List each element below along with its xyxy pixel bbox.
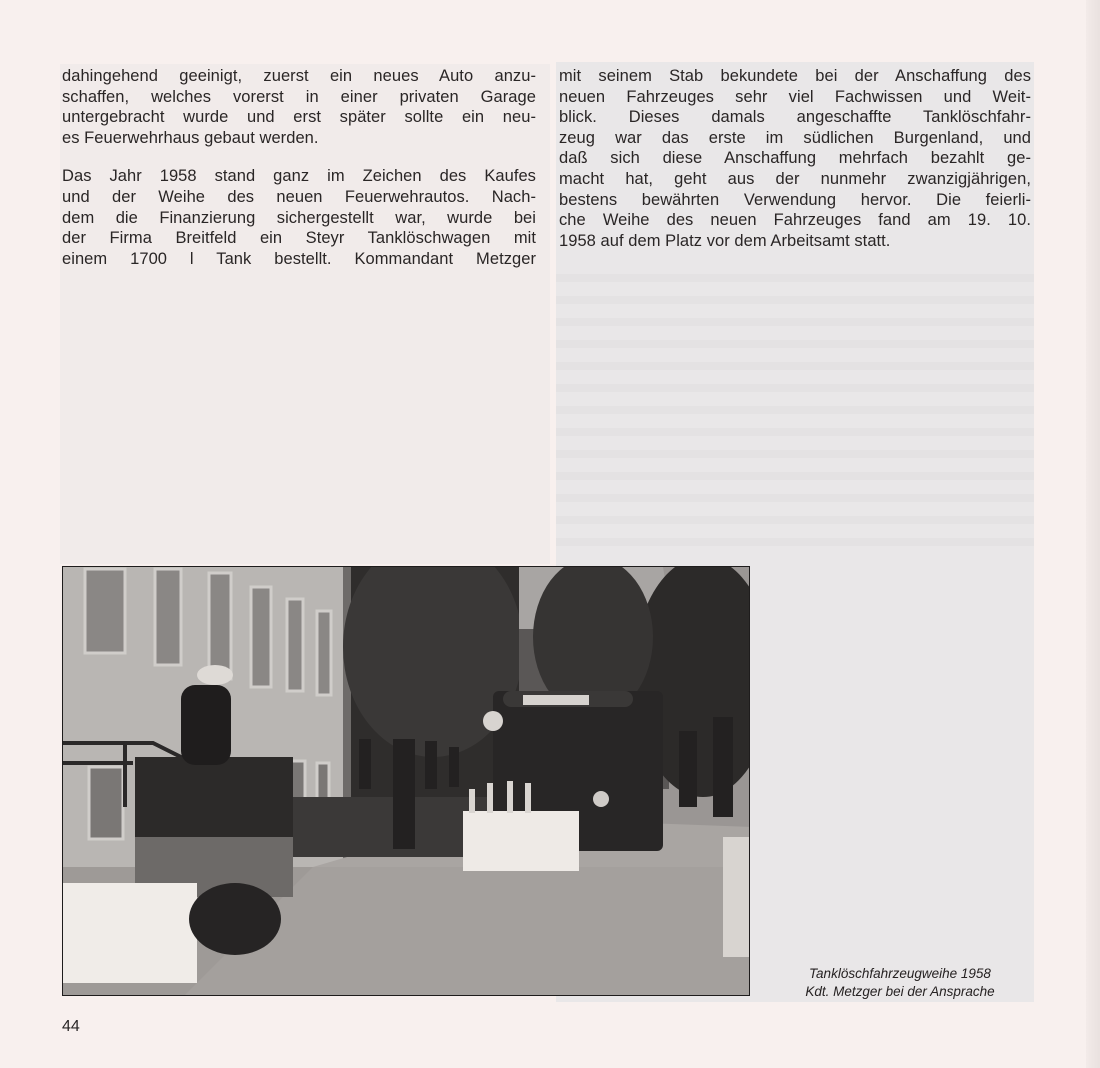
page-edge-shadow <box>1086 0 1100 1068</box>
text-line: blick. Dieses damals angeschaffte Tanklöschfahr- <box>559 108 1031 127</box>
text-line: schaffen, welches vorerst in einer privaten Garage <box>62 87 536 106</box>
text-line: bestens bewährten Verwendung hervor. Die feierli- <box>559 190 1031 209</box>
text-line: che Weihe des neuen Fahrzeuges fand am 19. 10. <box>559 211 1031 230</box>
text-line: zeug war das erste im südlichen Burgenland, und <box>559 128 1031 147</box>
text-column-right <box>559 66 1031 251</box>
text-line: neuen Fahrzeuges sehr viel Fachwissen und Weit- <box>559 87 1031 106</box>
show-through-text-texture <box>556 260 1034 560</box>
paragraph-gap <box>62 148 536 166</box>
photo-illustration <box>63 567 750 996</box>
photograph-fire-truck-consecration <box>62 566 750 996</box>
text-line: und der Weihe des neuen Feuerwehrautos. Nach- <box>62 187 536 206</box>
text-line: untergebracht wurde und erst später sollte ein neu- <box>62 108 536 127</box>
text-line: dem die Finanzierung sichergestellt war, wurde bei <box>62 208 536 227</box>
page-number: 44 <box>62 1018 80 1035</box>
text-line: 1958 auf dem Platz vor dem Arbeitsamt statt. <box>559 231 891 250</box>
text-line: einem 1700 l Tank bestellt. Kommandant Metzger <box>62 249 536 268</box>
paragraph <box>559 66 1031 251</box>
text-line: daß sich diese Anschaffung mehrfach bezahlt ge- <box>559 149 1031 168</box>
text-column-left <box>62 66 536 269</box>
paragraph <box>62 66 536 148</box>
caption-line-2: Kdt. Metzger bei der Ansprache <box>805 984 995 999</box>
text-line: macht hat, geht aus der nunmehr zwanzigjährigen, <box>559 169 1031 188</box>
text-line: der Firma Breitfeld ein Steyr Tanklöschwagen mit <box>62 229 536 248</box>
text-line: es Feuerwehrhaus gebaut werden. <box>62 128 319 147</box>
text-line: Das Jahr 1958 stand ganz im Zeichen des Kaufes <box>62 167 536 186</box>
text-line: mit seinem Stab bekundete bei der Anschaffung des <box>559 67 1031 85</box>
paragraph <box>62 166 536 269</box>
truck-banner <box>523 695 589 705</box>
text-line: dahingehend geeinigt, zuerst ein neues Auto anzu- <box>62 67 536 85</box>
caption-line-1: Tanklöschfahrzeugweihe 1958 <box>809 966 991 981</box>
photo-caption <box>770 965 1030 1001</box>
